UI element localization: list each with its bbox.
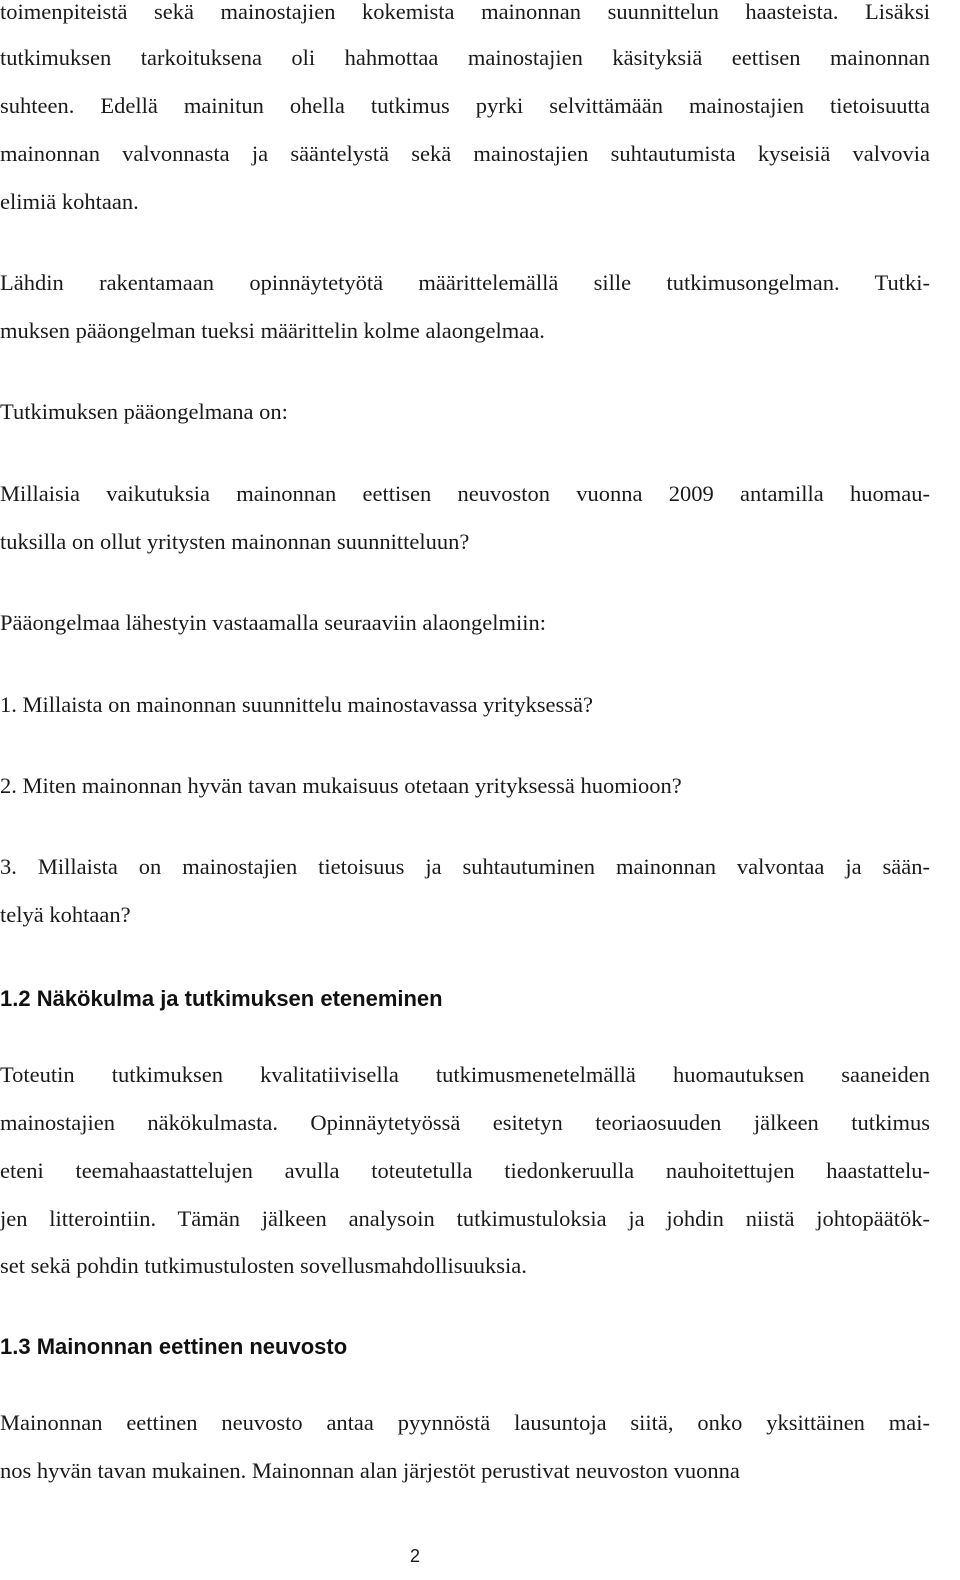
section-1-3-line: Mainonnan eettinen neuvosto antaa pyynnöstä lausuntoja siitä, onko yksittäinen mai- <box>0 1410 930 1435</box>
section-1-2-line: set sekä pohdin tutkimustulosten sovellusmahdollisuuksia. <box>0 1253 527 1278</box>
intro-line: elimiä kohtaan. <box>0 189 139 214</box>
intro-line: toimenpiteistä sekä mainostajien kokemista mainonnan suunnittelun haasteista. Lisäksi <box>0 0 930 24</box>
section-1-3-line: nos hyvän tavan mukainen. Mainonnan alan järjestöt perustivat neuvoston vuonna <box>0 1458 740 1483</box>
section-heading: 1.3 Mainonnan eettinen neuvosto <box>0 1334 348 1359</box>
subproblems-label: Pääongelmaa lähestyin vastaamalla seuraaviin alaongelmiin: <box>0 610 547 635</box>
intro-line: suhteen. Edellä mainitun ohella tutkimus pyrki selvittämään mainostajien tietoisuutta <box>0 93 930 118</box>
main-problem-label: Tutkimuksen pääongelmana on: <box>0 399 288 424</box>
subproblem-item: 3. Millaista on mainostajien tietoisuus ja suhtautuminen mainonnan valvontaa ja sään- <box>0 854 930 879</box>
section-1-2-line: eteni teemahaastattelujen avulla toteutetulla tiedonkeruulla nauhoitettujen haastattelu- <box>0 1158 930 1183</box>
intro-line: tutkimuksen tarkoituksena oli hahmottaa mainostajien käsityksiä eettisen mainonnan <box>0 45 930 70</box>
section-1-2-line: jen litterointiin. Tämän jälkeen analysoin tutkimustuloksia ja johdin niistä johtopäätök- <box>0 1206 930 1231</box>
subproblem-item: telyä kohtaan? <box>0 902 131 927</box>
main-problem-line: Millaisia vaikutuksia mainonnan eettisen neuvoston vuonna 2009 antamilla huomau- <box>0 481 930 506</box>
intro-line: mainonnan valvonnasta ja sääntelystä sekä mainostajien suhtautumista kyseisiä valvovia <box>0 141 930 166</box>
section-1-2-line: mainostajien näkökulmasta. Opinnäytetyössä esitetyn teoriaosuuden jälkeen tutkimus <box>0 1110 930 1135</box>
problem-intro-line: muksen pääongelman tueksi määrittelin kolme alaongelmaa. <box>0 318 545 343</box>
subproblem-item: 2. Miten mainonnan hyvän tavan mukaisuus otetaan yrityksessä huomioon? <box>0 773 682 798</box>
main-problem-line: tuksilla on ollut yritysten mainonnan suunnitteluun? <box>0 529 470 554</box>
problem-intro-line: Lähdin rakentamaan opinnäytetyötä määrittelemällä sille tutkimusongelman. Tutki- <box>0 270 930 295</box>
subproblem-item: 1. Millaista on mainonnan suunnittelu mainostavassa yrityksessä? <box>0 692 594 717</box>
section-1-2-line: Toteutin tutkimuksen kvalitatiivisella tutkimusmenetelmällä huomautuksen saaneiden <box>0 1062 930 1087</box>
page-number: 2 <box>409 1546 420 1566</box>
section-heading: 1.2 Näkökulma ja tutkimuksen eteneminen <box>0 986 443 1011</box>
